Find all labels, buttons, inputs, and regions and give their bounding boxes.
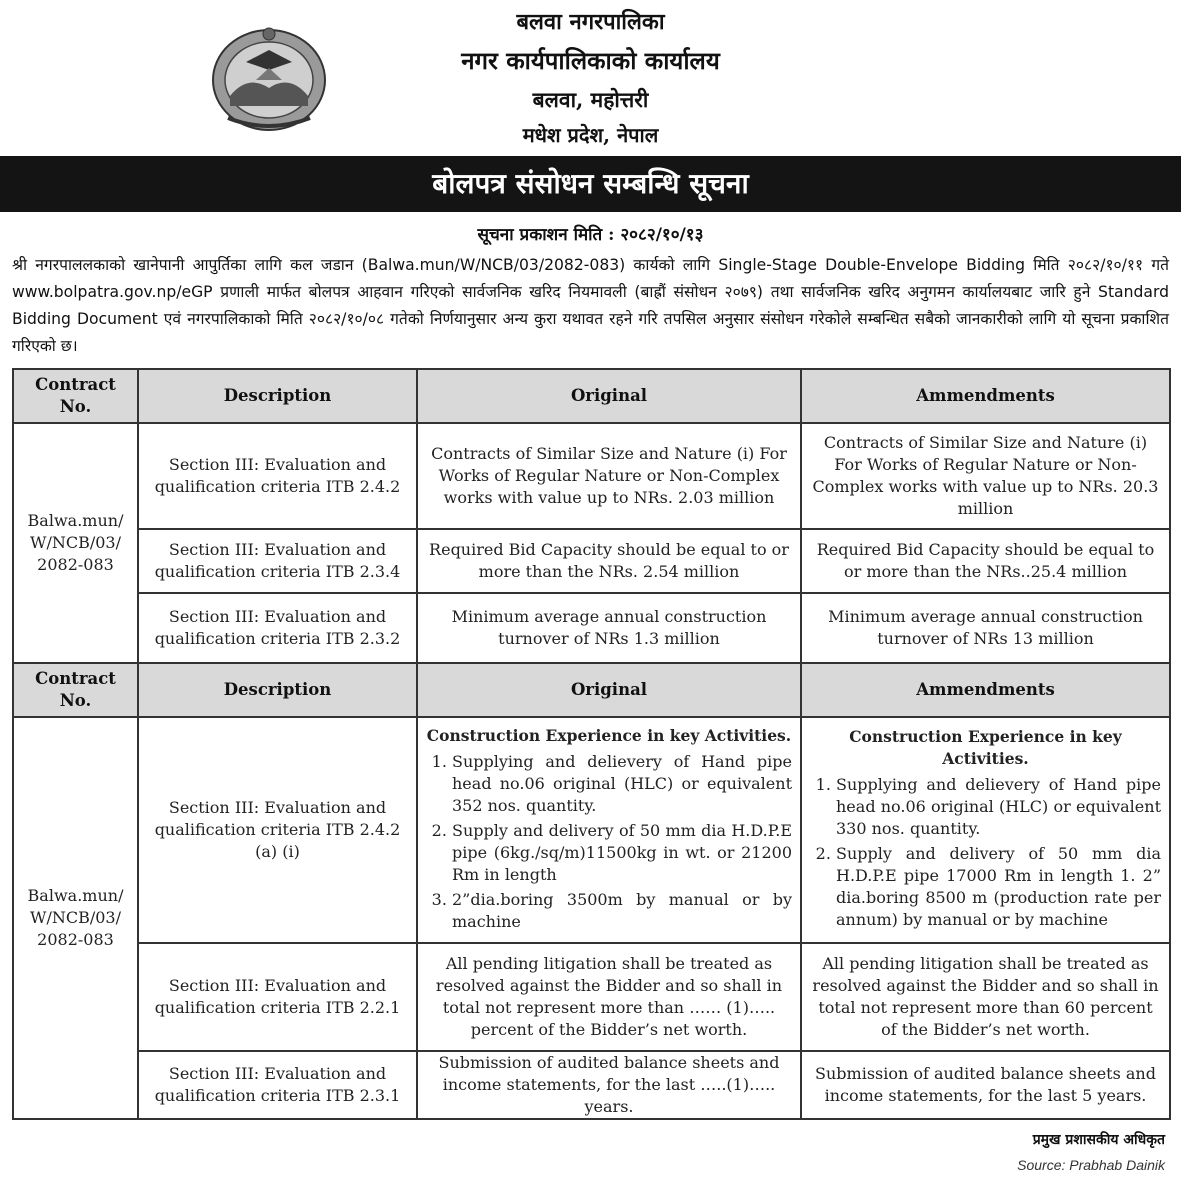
list-item: 3. 2”dia.boring 3500m by manual or by machine (452, 889, 792, 933)
amendment-activities-heading: Construction Experience in key Activities. (849, 727, 1122, 768)
original-cell (417, 717, 801, 943)
header-amendments: Ammendments (801, 369, 1170, 423)
original-cell: Minimum average annual construction turnover of NRs 1.3 million (417, 593, 801, 663)
letterhead (0, 0, 1181, 156)
table-row (13, 1051, 1170, 1119)
description-cell: Section III: Evaluation and qualification criteria ITB 2.3.1 (138, 1051, 417, 1119)
office-location: बलवा, महोत्तरी (532, 87, 649, 112)
table-row (13, 529, 1170, 593)
original-activities-list (426, 751, 792, 933)
source-credit: Source: Prabhab Dainik (1017, 1157, 1165, 1173)
table-row (13, 423, 1170, 529)
amendment-cell: Minimum average annual construction turnover of NRs 13 million (801, 593, 1170, 663)
description-cell: Section III: Evaluation and qualification criteria ITB 2.3.2 (138, 593, 417, 663)
municipality-name: बलवा नगरपालिका (516, 9, 665, 35)
description-cell: Section III: Evaluation and qualification criteria ITB 2.4.2 (138, 423, 417, 529)
table-row (13, 593, 1170, 663)
amendment-table (12, 368, 1171, 1120)
header-amendments: Ammendments (801, 663, 1170, 717)
contract-number-cell: Balwa.mun/ W/NCB/03/ 2082-083 (13, 717, 138, 1119)
list-item: 2. Supply and delivery of 50 mm dia H.D.P.E pipe 17000 Rm in length 1. 2” dia.boring 8500 m (production rate per annum) by manual or by machine (836, 843, 1161, 931)
amendment-activities-list (810, 774, 1161, 931)
amendment-cell: All pending litigation shall be treated as resolved against the Bidder and so shall in total not represent more than 60 percent of the Bidder’s net worth. (801, 943, 1170, 1051)
header-contract-no: Contract No. (13, 663, 138, 717)
list-item: 1. Supplying and delievery of Hand pipe head no.06 original (HLC) or equivalent 330 nos. quantity. (836, 774, 1161, 840)
amendment-cell: Contracts of Similar Size and Nature (i) For Works of Regular Nature or Non-Complex works with value up to NRs. 20.3 million (801, 423, 1170, 529)
description-cell: Section III: Evaluation and qualification criteria ITB 2.2.1 (138, 943, 417, 1051)
table-header-row (13, 663, 1170, 717)
original-cell: Required Bid Capacity should be equal to or more than the NRs. 2.54 million (417, 529, 801, 593)
signatory-title: प्रमुख प्रशासकीय अधिकृत (1032, 1132, 1165, 1148)
header-description: Description (138, 369, 417, 423)
province-country: मधेश प्रदेश, नेपाल (522, 123, 659, 147)
table-row (13, 717, 1170, 943)
original-activities-heading: Construction Experience in key Activities. (426, 725, 792, 745)
amendment-cell (801, 717, 1170, 943)
original-cell: All pending litigation shall be treated as resolved against the Bidder and so shall in total not represent more than …… (1)….. percent of the Bidder’s net worth. (417, 943, 801, 1051)
table-header-row (13, 369, 1170, 423)
contract-number-cell: Balwa.mun/ W/NCB/03/ 2082-083 (13, 423, 138, 663)
list-item: 2. Supply and delivery of 50 mm dia H.D.P.E pipe (6kg./sq/m)11500kg in wt. or 21200 Rm in length (452, 820, 792, 886)
original-cell: Submission of audited balance sheets and income statements, for the last …..(1)….. years. (417, 1051, 801, 1119)
nepal-emblem-icon (208, 22, 330, 134)
header-original: Original (417, 369, 801, 423)
header-original: Original (417, 663, 801, 717)
publication-date: सूचना प्रकाशन मिति : २०८२/१०/१३ (477, 225, 704, 245)
amendment-cell: Required Bid Capacity should be equal to or more than the NRs..25.4 million (801, 529, 1170, 593)
list-item: 1. Supplying and delievery of Hand pipe head no.06 original (HLC) or equivalent 352 nos. quantity. (452, 751, 792, 817)
amendment-cell: Submission of audited balance sheets and income statements, for the last 5 years. (801, 1051, 1170, 1119)
description-cell: Section III: Evaluation and qualification criteria ITB 2.4.2 (a) (i) (138, 717, 417, 943)
notice-intro-paragraph: श्री नगरपाललकाको खानेपानी आपुर्तिका लागि कल जडान (Balwa.mun/W/NCB/03/2082-083) कार्यको लागि Single-Stage Double-Envelope Bidding मिति २०८२/१०/११ गते www.bolpatra.gov.np/eGP प्रणाली मार्फत बोलपत्र आहवान गरिएको सार्वजनिक खरिद नियमावली (बाह्रौं संसोधन २०७९) तथा सार्वजनिक खरिद अनुगमन कार्यालयबाट जारि हुने Standard Bidding Document एवं नगरपालिकाको मिति २०८२/१०/०८ गतेको निर्णयानुसार अन्य कुरा यथावत रहने गरि तपसिल अनुसार संसोधन गरेकोले सम्बन्धित सबैको जानकारीको लागि यो सूचना प्रकाशित गरिएको छ। (12, 256, 1169, 355)
office-name: नगर कार्यपालिकाको कार्यालय (461, 46, 720, 75)
table-row (13, 943, 1170, 1051)
header-description: Description (138, 663, 417, 717)
description-cell: Section III: Evaluation and qualification criteria ITB 2.3.4 (138, 529, 417, 593)
original-cell: Contracts of Similar Size and Nature (i) For Works of Regular Nature or Non-Complex works with value up to NRs. 2.03 million (417, 423, 801, 529)
notice-title-banner: बोलपत्र संसोधन सम्बन्धि सूचना (0, 156, 1181, 212)
header-contract-no: Contract No. (13, 369, 138, 423)
